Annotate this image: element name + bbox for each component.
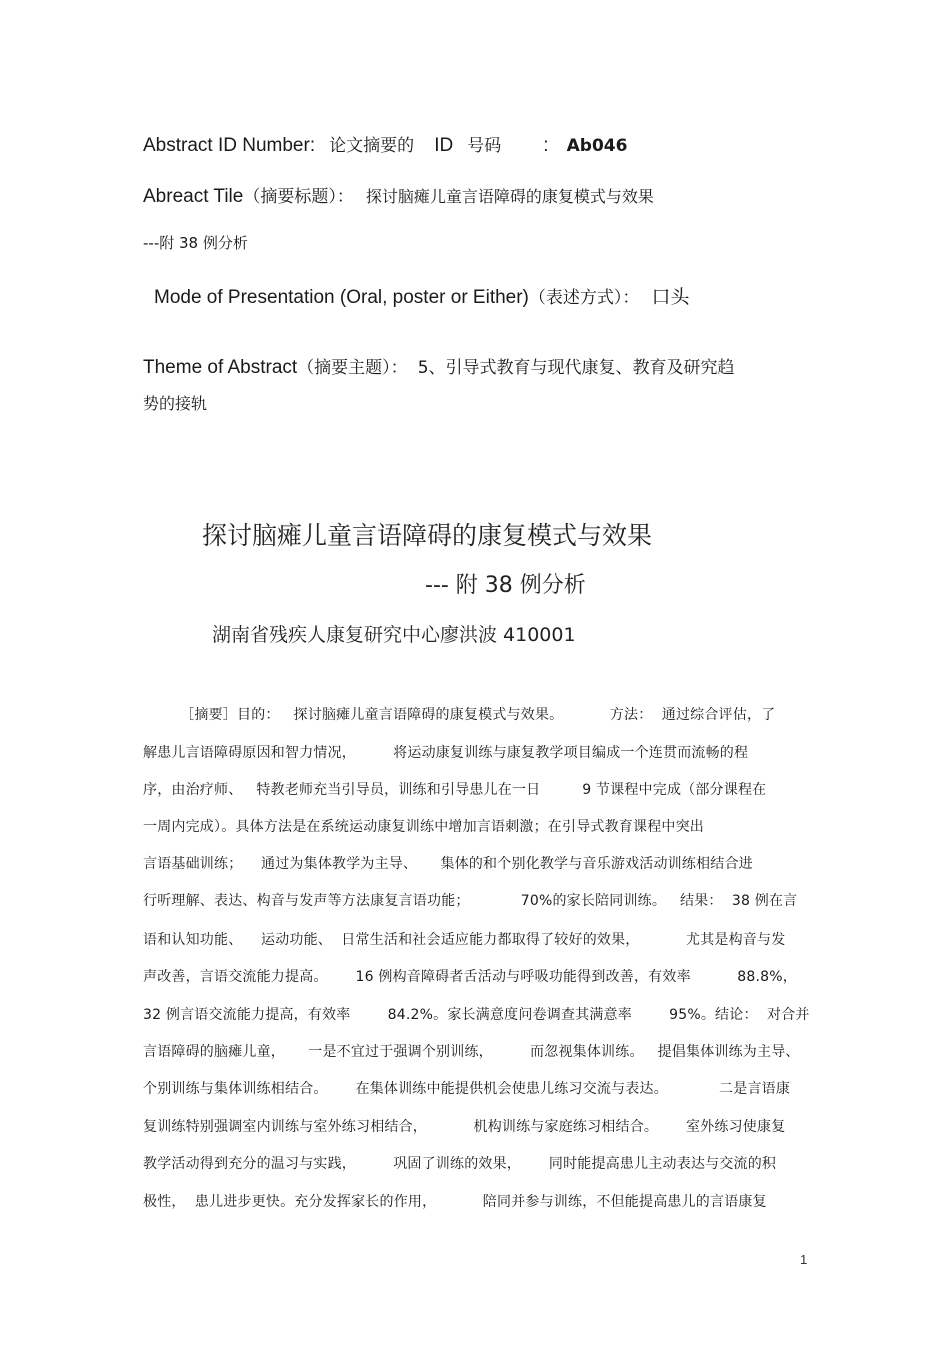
abstract-line: 教学活动得到充分的温习与实践， 巩固了训练的效果， 同时能提高患儿主动表达与交流的积 [143, 1156, 777, 1172]
abstract-line: 一周内完成）。具体方法是在系统运动康复训练中增加言语刺激；在引导式教育课程中突出 [143, 819, 704, 835]
abstract-id-label-num: 号码 [467, 136, 502, 156]
abstract-line: 复训练特别强调室内训练与室外练习相结合， 机构训练与家庭练习相结合。 室外练习使康复 [143, 1119, 786, 1135]
article-title: 探讨脑瘫儿童言语障碍的康复模式与效果 [202, 521, 653, 550]
abstract-title-label-cn: （摘要标题）： [243, 187, 354, 207]
theme-value: 5、引导式教育与现代康复、教育及研究趋 [417, 358, 735, 378]
author-affiliation: 湖南省残疾人康复研究中心廖洪波 410001 [212, 624, 576, 646]
theme-label-cn: （摘要主题）： [297, 358, 408, 378]
theme-line [143, 353, 735, 379]
abstract-title-continuation: ---附 38 例分析 [143, 234, 248, 252]
theme-label: Theme of Abstract [143, 357, 298, 378]
theme-value-continuation: 势的接轨 [143, 394, 208, 413]
abstract-line: 行听理解、表达、构音与发声等方法康复言语功能； 70%的家长陪同训练。 结果： 38 例在言 [143, 893, 798, 909]
presentation-label: Mode of Presentation (Oral, poster or Either) [154, 287, 529, 308]
page-number: 1 [800, 1252, 808, 1267]
abstract-id-separator: : [543, 135, 549, 156]
article-subtitle: --- 附 38 例分析 [425, 573, 586, 598]
abstract-id-line [143, 131, 627, 157]
presentation-line [154, 282, 689, 309]
abstract-line: 个别训练与集体训练相结合。 在集体训练中能提供机会使患儿练习交流与表达。 二是言语康 [143, 1081, 791, 1097]
abstract-id-value: Ab046 [566, 136, 628, 156]
abstract-line: 语和认知功能、 运动功能、 日常生活和社会适应能力都取得了较好的效果， 尤其是构音与发 [143, 932, 786, 948]
abstract-line: 言语障碍的脑瘫儿童， 一是不宜过于强调个别训练， 而忽视集体训练。 提倡集体训练为主导、 [143, 1044, 800, 1060]
abstract-title-label: Abreact Tile [143, 186, 244, 207]
abstract-line: 极性， 患儿进步更快。充分发挥家长的作用， 陪同并参与训练，不但能提高患儿的言语康复 [143, 1194, 767, 1210]
abstract-line: 解患儿言语障碍原因和智力情况， 将运动康复训练与康复教学项目编成一个连贯而流畅的程 [143, 745, 749, 761]
abstract-title-value: 探讨脑瘫儿童言语障碍的康复模式与效果 [365, 187, 654, 206]
abstract-id-label: Abstract ID Number: [143, 135, 316, 156]
abstract-id-label-cn: 论文摘要的 [329, 136, 415, 156]
abstract-line: 32 例言语交流能力提高，有效率 84.2%。家长满意度问卷调查其满意率 95%。结论： 对合并 [143, 1007, 810, 1023]
abstract-line: 言语基础训练； 通过为集体教学为主导、 集体的和个别化教学与音乐游戏活动训练相结合进 [143, 856, 753, 872]
presentation-value: 口头 [651, 286, 690, 308]
presentation-label-cn: （表述方式）： [528, 288, 640, 308]
abstract-title-line [143, 182, 654, 208]
abstract-id-label-id: ID [434, 135, 454, 156]
abstract-line: 声改善，言语交流能力提高。 16 例构音障碍者舌活动与呼吸功能得到改善，有效率 88.8%， [143, 969, 797, 985]
abstract-line: 序，由治疗师、 特教老师充当引导员，训练和引导患儿在一日 9 节课程中完成（部分课程在 [143, 782, 767, 798]
abstract-line: ［摘要］目的： 探讨脑瘫儿童言语障碍的康复模式与效果。 方法： 通过综合评估，了 [143, 707, 776, 723]
